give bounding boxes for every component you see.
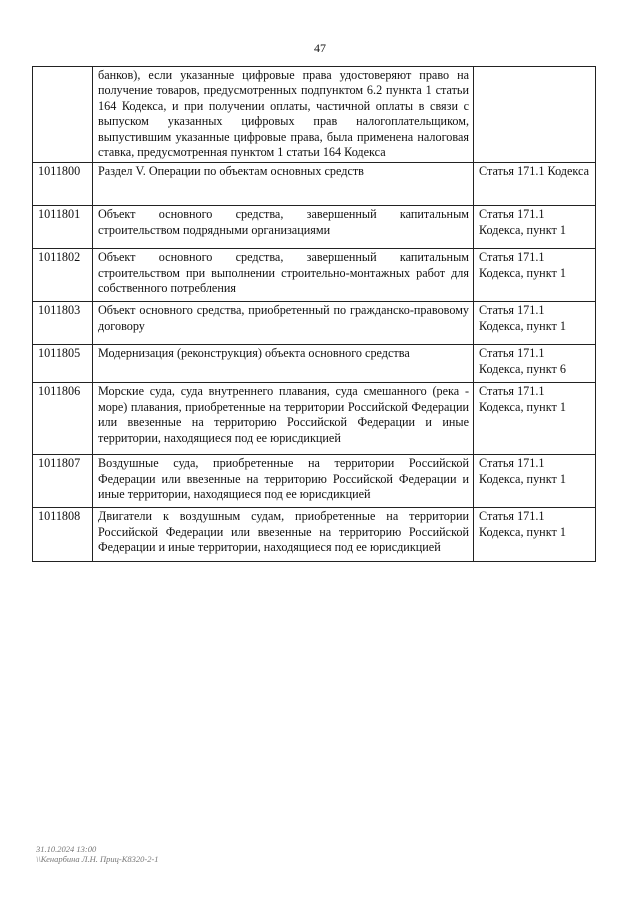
table-row bbox=[33, 206, 596, 249]
code-cell: 1011803 bbox=[33, 302, 93, 345]
table-row bbox=[33, 345, 596, 383]
table-row bbox=[33, 163, 596, 206]
description-cell: Объект основного средства, завершенный капитальным строительством подрядными организациями bbox=[93, 206, 474, 249]
table-row bbox=[33, 302, 596, 345]
article-cell: Статья 171.1 Кодекса, пункт 1 bbox=[474, 508, 596, 562]
table-row bbox=[33, 67, 596, 163]
operation-codes-table bbox=[32, 66, 596, 562]
description-cell: Двигатели к воздушным судам, приобретенные на территории Российской Федерации или ввезенные на территорию Российской Федерации и иные территории, находящиеся под ее юрисдикцией bbox=[93, 508, 474, 562]
article-cell: Статья 171.1 Кодекса bbox=[474, 163, 596, 206]
document-path: \\Кенарбина Л.Н. Приц-К8320-2-1 bbox=[36, 854, 159, 864]
print-footer bbox=[36, 844, 159, 864]
code-cell: 1011800 bbox=[33, 163, 93, 206]
article-cell: Статья 171.1 Кодекса, пункт 1 bbox=[474, 206, 596, 249]
table-row bbox=[33, 383, 596, 455]
print-timestamp: 31.10.2024 13:00 bbox=[36, 844, 97, 854]
description-cell: Объект основного средства, приобретенный по гражданско-правовому договору bbox=[93, 302, 474, 345]
article-cell bbox=[474, 67, 596, 163]
code-cell bbox=[33, 67, 93, 163]
article-cell: Статья 171.1 Кодекса, пункт 6 bbox=[474, 345, 596, 383]
code-cell: 1011801 bbox=[33, 206, 93, 249]
code-cell: 1011802 bbox=[33, 249, 93, 302]
table-row bbox=[33, 455, 596, 508]
description-cell: Раздел V. Операции по объектам основных средств bbox=[93, 163, 474, 206]
code-cell: 1011806 bbox=[33, 383, 93, 455]
code-cell: 1011807 bbox=[33, 455, 93, 508]
description-cell: Морские суда, суда внутреннего плавания, суда смешанного (река - море) плавания, приобретенные на территории Российской Федерации или ввезенные на территорию Российской Федерации и иные территории, находящиеся под ее юрисдикцией bbox=[93, 383, 474, 455]
page-number: 47 bbox=[314, 41, 326, 55]
description-cell: Объект основного средства, завершенный капитальным строительством при выполнении строительно-монтажных работ для собственного потребления bbox=[93, 249, 474, 302]
article-cell: Статья 171.1 Кодекса, пункт 1 bbox=[474, 249, 596, 302]
table-row bbox=[33, 249, 596, 302]
code-cell: 1011805 bbox=[33, 345, 93, 383]
article-cell: Статья 171.1 Кодекса, пункт 1 bbox=[474, 302, 596, 345]
table-row bbox=[33, 508, 596, 562]
code-cell: 1011808 bbox=[33, 508, 93, 562]
article-cell: Статья 171.1 Кодекса, пункт 1 bbox=[474, 383, 596, 455]
description-cell: Модернизация (реконструкция) объекта основного средства bbox=[93, 345, 474, 383]
description-cell: банков), если указанные цифровые права удостоверяют право на получение товаров, предусмотренных подпунктом 6.2 пункта 1 статьи 164 Кодекса, и при получении оплаты, частичной оплаты в связи с выпуском указанных цифровых прав налогоплательщиком, выпустившим указанные цифровые права, была применена налоговая ставка, предусмотренная пунктом 1 статьи 164 Кодекса bbox=[93, 67, 474, 163]
article-cell: Статья 171.1 Кодекса, пункт 1 bbox=[474, 455, 596, 508]
description-cell: Воздушные суда, приобретенные на территории Российской Федерации или ввезенные на территорию Российской Федерации и иные территории, находящиеся под ее юрисдикцией bbox=[93, 455, 474, 508]
